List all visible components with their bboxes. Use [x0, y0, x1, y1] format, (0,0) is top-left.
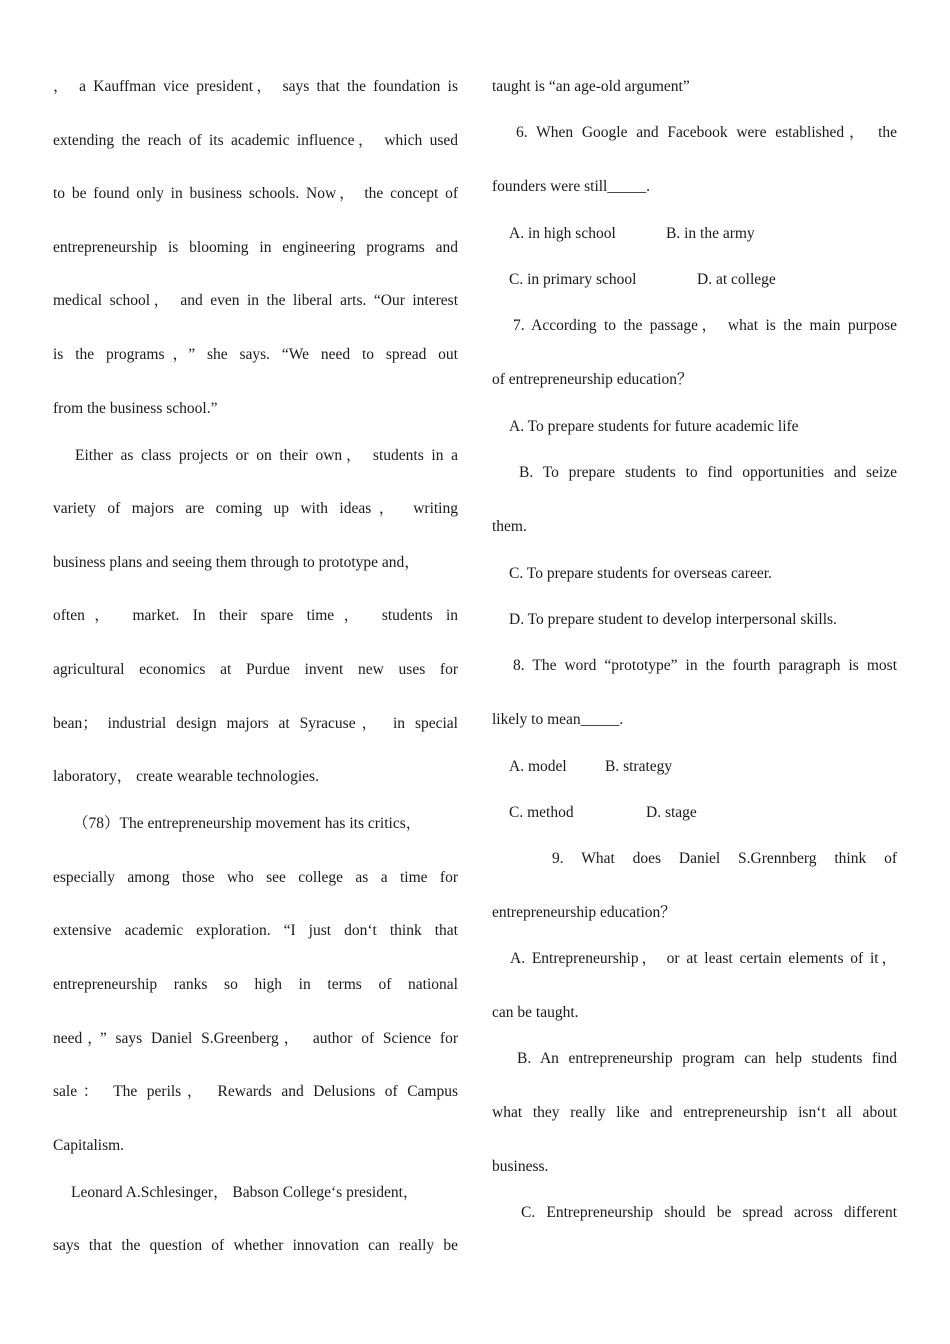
- text-line: entrepreneurship is blooming in engineering programs and: [53, 239, 458, 256]
- option-7a: A. To prepare students for future academic life: [509, 418, 799, 435]
- option-9a: A. Entrepreneurship， or at least certain elements of it，: [510, 950, 897, 967]
- text-line: sale： The perils， Rewards and Delusions of Campus: [53, 1083, 458, 1100]
- text-line: often， market. In their spare time， students in: [53, 607, 458, 624]
- text-line: business plans and seeing them through to prototype and，: [53, 554, 420, 571]
- option-7b-line-2: them.: [492, 518, 527, 535]
- option-6b: B. in the army: [666, 225, 755, 242]
- option-8d: D. stage: [646, 804, 697, 821]
- question-8-blank-line: likely to mean_____.: [492, 711, 624, 728]
- question-6-blank-line: founders were still_____.: [492, 178, 650, 195]
- option-9c: C. Entrepreneurship should be spread across different: [521, 1204, 897, 1221]
- option-7d: D. To prepare student to develop interpersonal skills.: [509, 611, 837, 628]
- question-7: 7. According to the passage， what is the main purpose: [513, 317, 897, 334]
- question-9: 9. What does Daniel S.Grennberg think of: [552, 850, 897, 867]
- option-8a: A. model: [509, 758, 567, 775]
- option-9b-line-2: what they really like and entrepreneurship isn‘t all about: [492, 1104, 897, 1121]
- text-line: variety of majors are coming up with ideas， writing: [53, 500, 458, 517]
- text-line: is the programs，” she says. “We need to spread out: [53, 346, 458, 363]
- text-line: laboratory， create wearable technologies.: [53, 768, 319, 785]
- text-line: bean； industrial design majors at Syracuse， in special: [53, 715, 458, 732]
- question-8: 8. The word “prototype” in the fourth paragraph is most: [513, 657, 897, 674]
- option-9a-line-2: can be taught.: [492, 1004, 579, 1021]
- text-line: entrepreneurship ranks so high in terms of national: [53, 976, 458, 993]
- text-line: extending the reach of its academic influence， which used: [53, 132, 458, 149]
- text-line: taught is “an age-old argument”: [492, 78, 690, 95]
- text-line: ， a Kauffman vice president， says that the foundation is: [53, 78, 458, 95]
- text-line: extensive academic exploration. “I just don‘t think that: [53, 922, 458, 939]
- text-line: especially among those who see college as a time for: [53, 869, 458, 886]
- text-line: need，” says Daniel S.Greenberg， author of Science for: [53, 1030, 458, 1047]
- paragraph-first-line: Either as class projects or on their own， students in a: [75, 447, 458, 464]
- paragraph-first-line: （78）The entrepreneurship movement has its critics，: [73, 815, 422, 832]
- option-8b: B. strategy: [605, 758, 673, 775]
- option-8c: C. method: [509, 804, 574, 821]
- option-9b: B. An entrepreneurship program can help students find: [517, 1050, 897, 1067]
- option-7c: C. To prepare students for overseas career.: [509, 565, 772, 582]
- text-line: to be found only in business schools. Now， the concept of: [53, 185, 458, 202]
- text-line: medical school， and even in the liberal arts. “Our interest: [53, 292, 458, 309]
- option-6d: D. at college: [697, 271, 776, 288]
- option-9b-line-3: business.: [492, 1158, 549, 1175]
- text-line: Capitalism.: [53, 1137, 125, 1154]
- text-line: says that the question of whether innovation can really be: [53, 1237, 458, 1254]
- question-9-line-2: entrepreneurship education？: [492, 904, 676, 921]
- text-line: from the business school.”: [53, 400, 218, 417]
- option-7b: B. To prepare students to find opportunities and seize: [519, 464, 897, 481]
- option-6a: A. in high school: [509, 225, 616, 242]
- option-6c: C. in primary school: [509, 271, 637, 288]
- question-7-line-2: of entrepreneurship education？: [492, 371, 693, 388]
- text-line: agricultural economics at Purdue invent new uses for: [53, 661, 458, 678]
- paragraph-first-line: Leonard A.Schlesinger， Babson College‘s president，: [71, 1184, 419, 1201]
- question-6: 6. When Google and Facebook were established， the: [516, 124, 897, 141]
